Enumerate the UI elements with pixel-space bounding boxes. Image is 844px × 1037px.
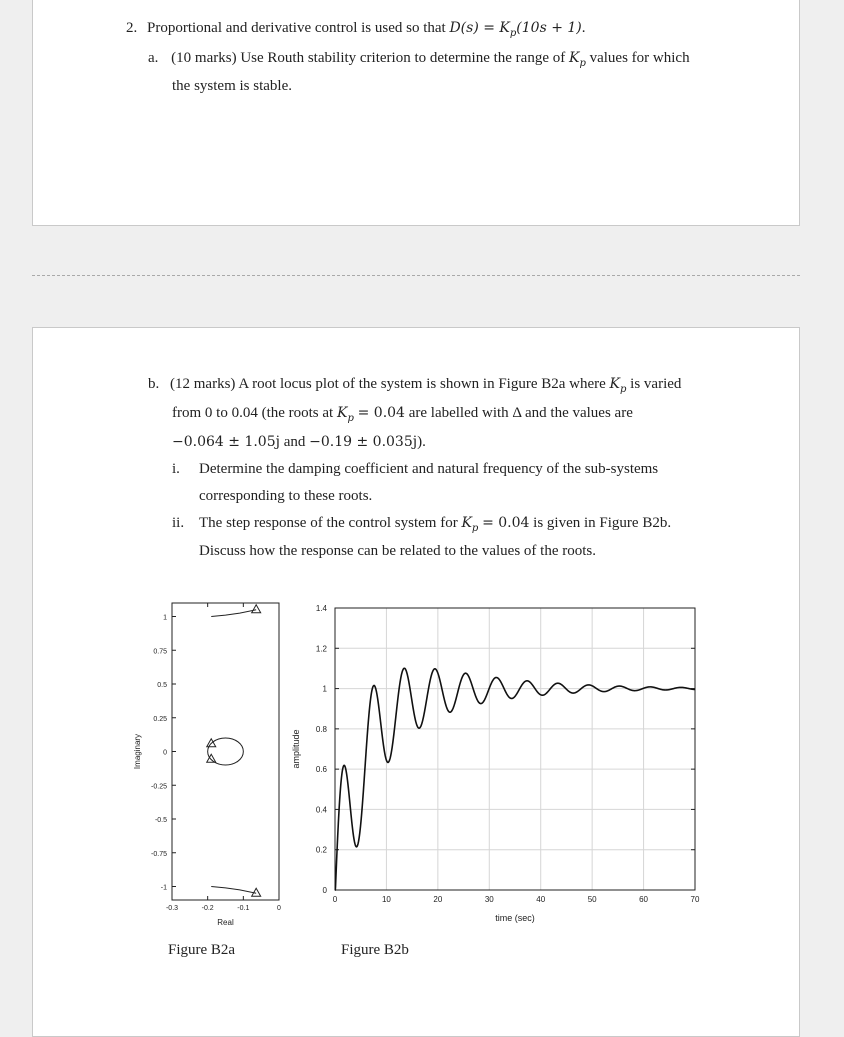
y-tick-label: 1 [322,684,327,694]
part-b-line1: b. (12 marks) A root locus plot of the system is shown in Figure B2a where $K_p$ is varied [148,376,682,395]
y-tick-label: 1.4 [315,604,327,613]
y-tick-label: 0.6 [315,765,327,775]
part-a-line1: a. (10 marks) Use Routh stability criterion to determine the range of $K_p$ values for which [148,50,690,69]
part-b-line2: from 0 to 0.04 (the roots at $K_p = 0.04$ are labelled with Δ and the values are [172,405,633,424]
y-tick-label: 0.2 [315,845,327,855]
x-tick-label: -0.2 [201,905,214,912]
y-tick-label: 0.8 [315,724,327,734]
x-tick-label: -0.1 [237,905,250,912]
plot-frame [172,603,279,900]
root-locus-chart [130,596,290,936]
part-b-line3: −0.064 ± 1.05j and −0.19 ± 0.035j). [172,434,426,450]
part-a-line2: the system is stable. [172,78,292,94]
plot-frame [335,608,695,890]
y-tick-label: 1.2 [315,644,327,654]
y-tick-label: 0.25 [153,715,167,723]
question-number: 2. [126,20,138,36]
y-axis-label: Imaginary [133,733,142,770]
y-tick-label: 0 [163,749,167,757]
y-axis-label: amplitude [291,729,301,769]
stem-formula: $D(s) = K_p(10s + 1)$ [449,20,582,39]
sub-question-i-line1: i. Determine the damping coefficient and natural frequency of the sub-systems [172,461,659,477]
y-tick-label: 1 [163,614,167,622]
x-tick-label: 50 [587,895,597,904]
x-axis-label: time (sec) [495,913,535,923]
x-tick-label: 0 [277,905,281,912]
y-tick-label: 0.5 [157,682,167,689]
y-tick-label: 0.4 [315,805,327,815]
x-tick-label: 10 [381,895,391,904]
x-tick-label: 70 [690,895,700,904]
page-divider [32,275,800,276]
sub-question-ii-line1: ii. The step response of the control system for $K_p = 0.04$ is given in Figure B2b. [172,515,672,534]
x-tick-label: 40 [536,895,546,904]
x-tick-label: 60 [639,895,649,904]
caption-figure-b2b: Figure B2b [341,942,409,958]
sub-question-i-line2: corresponding to these roots. [199,488,373,504]
sub-question-ii-line2: Discuss how the response can be related to the values of the roots. [199,543,596,559]
y-tick-label: -0.5 [154,817,167,824]
x-tick-label: 0 [332,895,338,904]
y-tick-label: -0.25 [151,783,167,791]
x-tick-label: -0.3 [165,905,179,912]
x-tick-label: 20 [433,895,443,904]
caption-figure-b2a: Figure B2a [168,942,236,958]
x-tick-label: 30 [484,895,494,904]
stem-text: Proportional and derivative control is used so that [147,20,446,36]
y-tick-label: 0 [322,886,327,895]
y-tick-label: -0.75 [151,850,167,858]
y-tick-label: 0.75 [153,648,167,656]
x-axis-label: Real [217,918,234,927]
question-stem: 2. Proportional and derivative control is used so that $D(s) = K_p(10s + 1)$. [126,20,586,39]
step-response-chart [285,596,710,936]
y-tick-label: -1 [160,884,167,892]
